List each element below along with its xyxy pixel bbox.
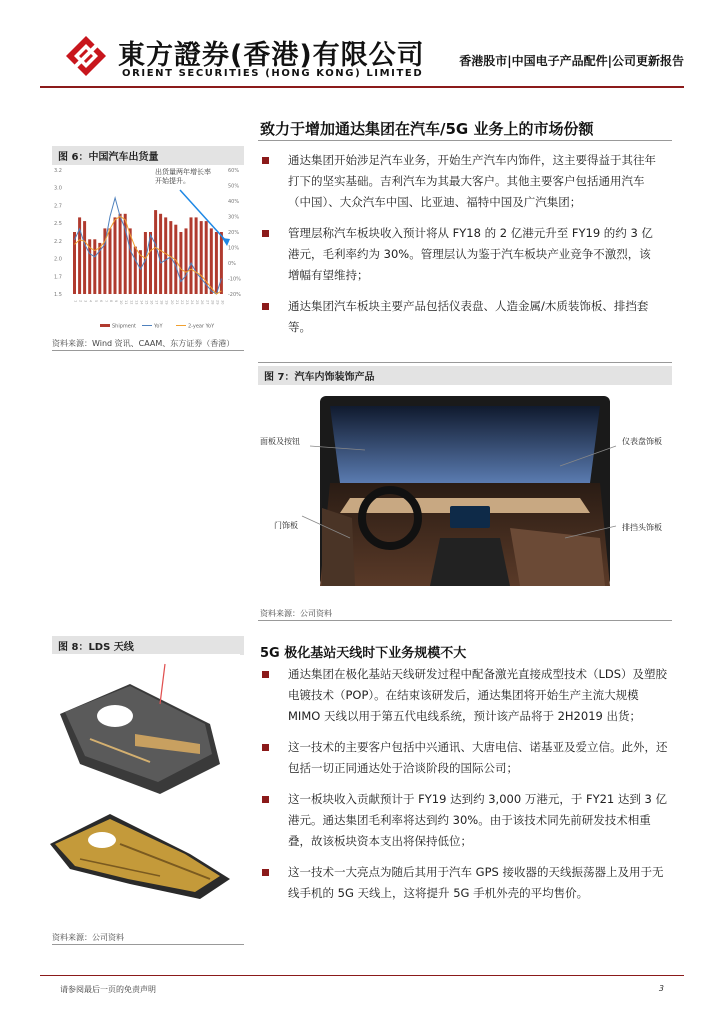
section1-rule <box>258 140 672 141</box>
y-right-tick-label: 20% <box>228 230 240 236</box>
fig7-top-rule <box>258 362 672 363</box>
bar-shipment-8 <box>109 228 112 294</box>
company-logo-icon <box>64 34 108 78</box>
bullet-item <box>260 664 672 727</box>
x-tick-label: 18 <box>159 300 164 305</box>
y-right-tick-label: 0% <box>228 261 236 267</box>
bar-shipment-30 <box>220 232 223 294</box>
x-tick-label: 13 <box>134 300 139 305</box>
bullet-item <box>260 737 672 779</box>
bullet-text: 通达集团在极化基站天线研发过程中配备激光直接成型技术（LDS）及塑胶电镀技术（POP）。在结束该研发后，通达集团将开始生产主流大规模 MIMO 天线以用于第五代电线系统，预计该产品将于 2H2019 出货； <box>288 667 668 723</box>
bullet-text: 通达集团汽车板块主要产品包括仪表盘、人造金属/木质装饰板、排挡套等。 <box>288 299 649 334</box>
y-right-tick-label: 50% <box>228 183 240 190</box>
callout-dashboard-trim: 仪表盘饰板 <box>622 437 662 446</box>
bar-shipment-25 <box>195 217 198 294</box>
fig6-annotation-line2: 开始提升。 <box>155 177 190 185</box>
fig6-bottom-rule <box>52 350 244 351</box>
bullet-text: 通达集团开始涉足汽车业务，开始生产汽车内饰件，这主要得益于其往年打下的坚实基础。吉利汽车为其最大客户。其他主要客户包括通用汽车（中国）、大众汽车中国、比亚迪、福特中国及广汽集团； <box>288 153 656 209</box>
y-right-tick-label: 40% <box>228 199 240 205</box>
y-right-tick-label: -20% <box>228 292 241 298</box>
x-tick-label: 17 <box>154 300 159 305</box>
section2-bullets <box>260 664 672 914</box>
bar-shipment-24 <box>190 217 193 294</box>
bar-shipment-13 <box>134 247 137 294</box>
y-left-tick-label: 2.0 <box>54 256 62 263</box>
bullet-item <box>260 223 662 286</box>
fig8-bottom-rule <box>52 944 244 945</box>
x-tick-label: 26 <box>200 300 205 305</box>
fig8-label: 图 8：LDS 天线 <box>52 636 244 655</box>
bullet-square-icon <box>262 796 269 803</box>
x-tick-label: 20 <box>169 300 174 305</box>
x-tick-label: 19 <box>164 300 169 305</box>
fig7-label: 图 7：汽车内饰装饰产品 <box>258 366 672 385</box>
legend-swatch-shipment <box>100 324 110 327</box>
y-left-tick-label: 3.0 <box>54 185 62 192</box>
bar-shipment-23 <box>185 228 188 294</box>
bullet-text: 管理层称汽车板块收入预计将从 FY18 的 2 亿港元升至 FY19 的约 3 亿港元，毛利率约为 30%。管理层认为鉴于汽车板块产业竞争不激烈，该增幅有望维持； <box>288 226 653 282</box>
footer-divider <box>40 975 684 976</box>
y-left-tick-label: 1.5 <box>54 292 62 298</box>
fig7-bottom-rule <box>258 620 672 621</box>
bar-shipment-19 <box>164 217 167 294</box>
bar-shipment-22 <box>179 232 182 294</box>
x-tick-label: 15 <box>144 300 149 305</box>
bar-shipment-14 <box>139 250 142 294</box>
x-tick-label: 11 <box>124 300 129 305</box>
x-tick-label: 2 <box>78 300 83 303</box>
fig7-source: 资料来源：公司资料 <box>260 609 332 618</box>
bar-shipment-17 <box>154 210 157 294</box>
page-number: 3 <box>658 984 664 993</box>
bullet-text: 这一板块收入贡献预计于 FY19 达到约 3,000 万港元，于 FY21 达到 3 亿港元。通达集团毛利率将达到约 30%。由于该技术同先前研发技术相重叠，故该板块资本支出将保持低位； <box>288 792 668 848</box>
bullet-item <box>260 789 672 852</box>
bar-shipment-28 <box>210 228 213 294</box>
header-divider <box>40 86 684 88</box>
bullet-text: 这一技术的主要客户包括中兴通讯、大唐电信、诺基亚及爱立信。此外，还包括一切正同通达处于洽谈阶段的国际公司； <box>288 740 668 775</box>
bullet-text: 这一技术一大亮点为随后其用于汽车 GPS 接收器的天线振荡器上及用于无线手机的 5G 天线上，这将提升 5G 手机外壳的平均售价。 <box>288 865 664 900</box>
y-left-tick-label: 2.7 <box>54 203 62 210</box>
section1-bullets <box>260 150 662 348</box>
bar-shipment-10 <box>119 214 122 294</box>
x-tick-label: 21 <box>174 300 179 305</box>
legend-yoy: YoY <box>154 323 163 330</box>
y-left-tick-label: 1.7 <box>54 274 62 281</box>
bullet-square-icon <box>262 303 269 310</box>
bar-shipment-26 <box>200 221 203 294</box>
x-tick-label: 6 <box>98 300 103 303</box>
section1-title: 致力于增加通达集团在汽车/5G 业务上的市场份额 <box>260 120 594 138</box>
x-tick-label: 5 <box>93 300 98 303</box>
y-right-tick-label: 10% <box>228 245 240 252</box>
bullet-item <box>260 296 662 338</box>
bullet-item <box>260 862 672 904</box>
x-tick-label: 7 <box>103 300 108 303</box>
company-name-en: ORIENT SECURITIES (HONG KONG) LIMITED <box>122 68 424 79</box>
x-tick-label: 4 <box>88 300 93 303</box>
y-right-tick-label: 60% <box>228 168 240 174</box>
bar-shipment-29 <box>215 232 218 294</box>
fig8-source: 资料来源：公司资料 <box>52 933 124 942</box>
fig6-annotation-line1: 出货量两年增长率 <box>155 168 211 176</box>
x-tick-label: 1 <box>73 300 78 303</box>
bullet-square-icon <box>262 157 269 164</box>
bullet-square-icon <box>262 744 269 751</box>
x-tick-label: 29 <box>215 300 220 305</box>
x-tick-label: 22 <box>179 300 184 305</box>
bullet-item <box>260 150 662 213</box>
x-tick-label: 27 <box>205 300 210 305</box>
bar-shipment-9 <box>114 217 117 294</box>
footer-disclaimer: 请参阅最后一页的免责声明 <box>60 985 156 994</box>
fig6-chart <box>52 162 244 334</box>
y-right-tick-label: 30% <box>228 214 240 221</box>
bullet-square-icon <box>262 671 269 678</box>
bar-shipment-3 <box>83 221 86 294</box>
legend-2y: 2-year YoY <box>188 323 215 330</box>
bar-shipment-18 <box>159 214 162 294</box>
x-tick-label: 14 <box>139 300 144 305</box>
callout-gear-knob-trim: 排挡头饰板 <box>622 523 662 532</box>
lds-antenna-image <box>40 654 240 924</box>
report-tag: 香港股市|中国电子产品配件|公司更新报告 <box>459 54 684 68</box>
car-interior-image <box>260 388 670 598</box>
y-left-tick-label: 2.2 <box>54 238 62 245</box>
x-tick-label: 30 <box>220 300 225 305</box>
y-right-tick-label: -10% <box>228 276 241 283</box>
x-tick-label: 3 <box>83 300 88 303</box>
fig6-source: 资料来源：Wind 资讯、CAAM、东方证券（香港） <box>52 339 235 348</box>
x-tick-label: 24 <box>190 300 195 305</box>
bar-shipment-5 <box>93 239 96 294</box>
x-tick-label: 28 <box>210 300 215 305</box>
bullet-square-icon <box>262 869 269 876</box>
fig6-label: 图 6：中国汽车出货量 <box>52 146 244 165</box>
company-name-cn: 東方證券(香港)有限公司 <box>118 40 425 71</box>
x-tick-label: 25 <box>195 300 200 305</box>
section2-title: 5G 极化基站天线时下业务规模不大 <box>260 646 467 661</box>
x-tick-label: 10 <box>119 300 124 305</box>
x-tick-label: 12 <box>129 300 134 305</box>
legend-shipment: Shipment <box>112 323 136 330</box>
y-left-tick-label: 2.5 <box>54 221 62 228</box>
callout-door-trim: 门饰板 <box>274 521 298 530</box>
x-tick-label: 8 <box>109 300 113 303</box>
x-tick-label: 23 <box>185 300 189 305</box>
x-tick-label: 16 <box>149 300 154 305</box>
x-tick-label: 9 <box>114 300 119 303</box>
callout-panel-buttons: 面板及按钮 <box>260 437 300 446</box>
bar-shipment-1 <box>73 232 76 294</box>
bullet-square-icon <box>262 230 269 237</box>
y-left-tick-label: 3.2 <box>54 168 62 174</box>
